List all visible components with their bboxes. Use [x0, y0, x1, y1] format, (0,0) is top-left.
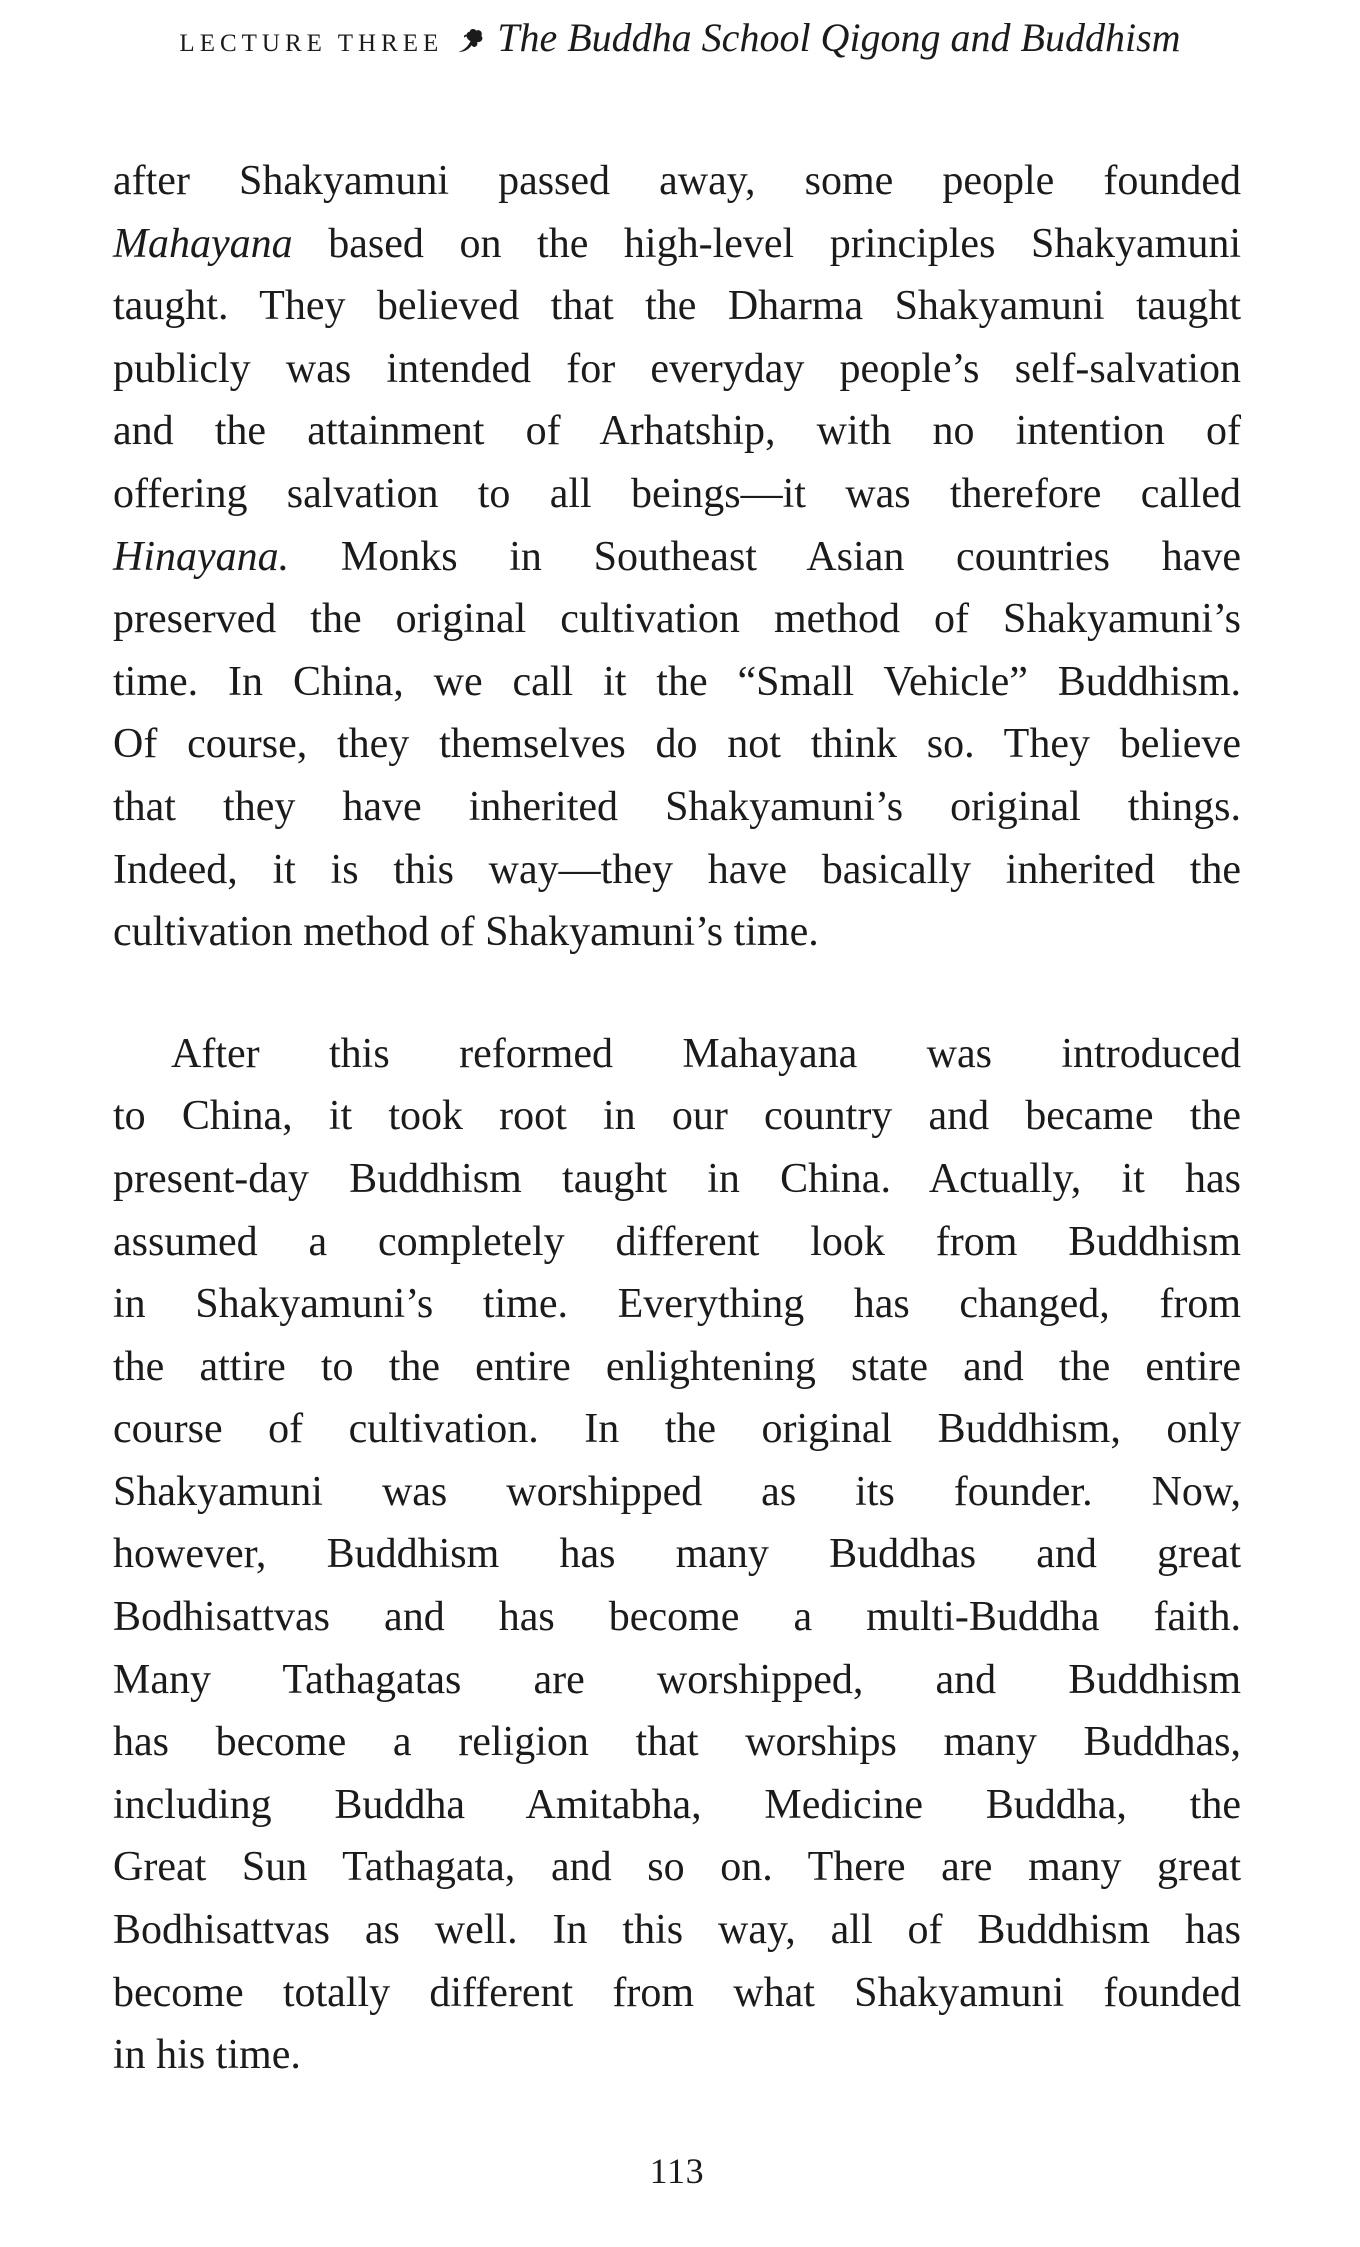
- text-line: Hinayana. Monks in Southeast Asian countries have: [113, 533, 1241, 580]
- text-line: that they have inherited Shakyamuni’s original things.: [113, 783, 1241, 830]
- text-line: present-day Buddhism taught in China. Actually, it has: [113, 1155, 1241, 1202]
- text-line: and the attainment of Arhatship, with no intention of: [113, 408, 1241, 455]
- text-line: Many Tathagatas are worshipped, and Buddhism: [113, 1656, 1241, 1703]
- text-line: assumed a completely different look from Buddhism: [113, 1218, 1241, 1265]
- text-line: Bodhisattvas and has become a multi-Buddha faith.: [113, 1594, 1241, 1641]
- text-line: Bodhisattvas as well. In this way, all of Buddhism has: [113, 1907, 1241, 1954]
- text-line: to China, it took root in our country and became the: [113, 1093, 1241, 1140]
- text-line: Indeed, it is this way—they have basically inherited the: [113, 846, 1241, 893]
- text-line: become totally different from what Shakyamuni founded: [113, 1969, 1241, 2016]
- text-line: time. In China, we call it the “Small Vehicle” Buddhism.: [113, 658, 1241, 705]
- text-line: course of cultivation. In the original Buddhism, only: [113, 1406, 1241, 1453]
- paragraph: [113, 1023, 1241, 2087]
- text-line: in Shakyamuni’s time. Everything has changed, from: [113, 1281, 1241, 1328]
- text-line: Mahayana based on the high-level principles Shakyamuni: [113, 220, 1241, 267]
- text-line: cultivation method of Shakyamuni’s time.: [113, 909, 819, 956]
- text-line: in his time.: [113, 2032, 301, 2079]
- text-line: Shakyamuni was worshipped as its founder. Now,: [113, 1468, 1241, 1515]
- text-line: Of course, they themselves do not think so. They believe: [113, 721, 1241, 768]
- text-line: however, Buddhism has many Buddhas and great: [113, 1531, 1241, 1578]
- text-line: after Shakyamuni passed away, some people founded: [113, 158, 1241, 204]
- text-line: including Buddha Amitabha, Medicine Buddha, the: [113, 1781, 1241, 1828]
- page-number: 113: [649, 2151, 705, 2191]
- text-line: preserved the original cultivation method of Shakyamuni’s: [113, 596, 1241, 643]
- page-body: [113, 150, 1241, 2087]
- running-header: [0, 14, 1360, 61]
- text-line: Great Sun Tathagata, and so on. There are many great: [113, 1844, 1241, 1891]
- text-line: the attire to the entire enlightening state and the entire: [113, 1343, 1241, 1390]
- book-title: The Buddha School Qigong and Buddhism: [497, 15, 1181, 60]
- text-line: offering salvation to all beings—it was therefore called: [113, 470, 1241, 517]
- text-line: After this reformed Mahayana was introduced: [171, 1030, 1241, 1077]
- hedera-leaf-icon: [456, 28, 484, 61]
- paragraph: [113, 150, 1241, 964]
- text-line: taught. They believed that the Dharma Shakyamuni taught: [113, 283, 1241, 330]
- text-line: publicly was intended for everyday people’s self-salvation: [113, 345, 1241, 392]
- section-label: LECTURE THREE: [179, 30, 444, 57]
- text-line: has become a religion that worships many Buddhas,: [113, 1719, 1241, 1766]
